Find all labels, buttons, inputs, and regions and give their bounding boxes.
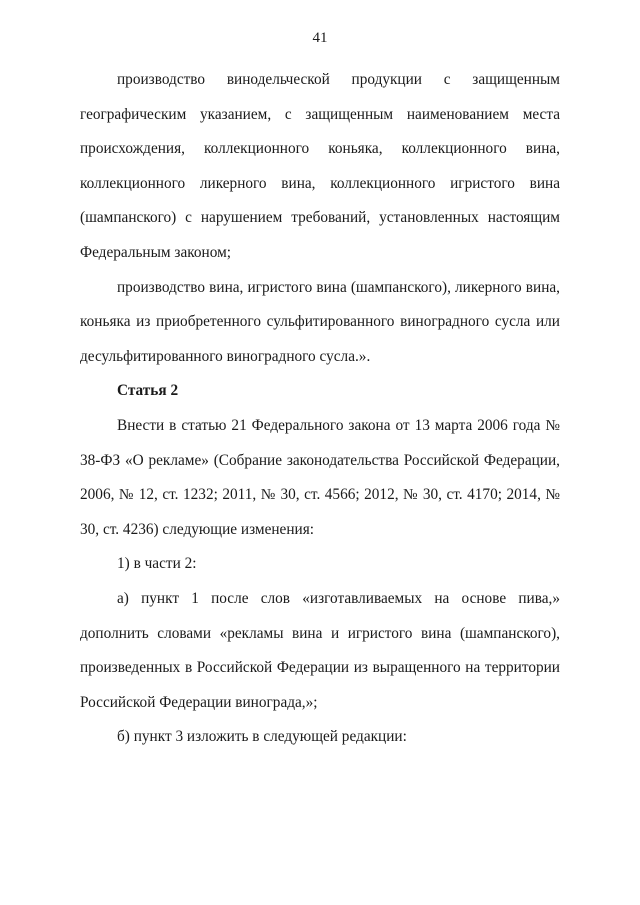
paragraph-production-sulfited: производство вина, игристого вина (шампанского), ликерного вина, коньяка из приобретенного сульфитированного виноградного сусла или десульфитированного виноградного сусла.». <box>80 278 560 365</box>
paragraph-item-a: а) пункт 1 после слов «изготавливаемых на основе пива,» дополнить словами «рекламы вина и игристого вина (шампанского), произведенных в Российской Федерации из выращенного на территории Российской Федерации винограда,»; <box>80 589 560 711</box>
paragraph-item-b: б) пункт 3 изложить в следующей редакции: <box>117 728 407 746</box>
document-body <box>80 63 560 755</box>
page-number: 41 <box>312 30 328 46</box>
paragraph-part-2: 1) в части 2: <box>117 555 197 573</box>
paragraph-amend-law: Внести в статью 21 Федерального закона от 13 марта 2006 года № 38-ФЗ «О рекламе» (Собрание законодательства Российской Федерации, 2006, № 12, ст. 1232; 2011, № 30, ст. 4566; 2012, № 30, ст. 4170; 2014, № 30, ст. 4236) следующие изменения: <box>80 416 560 538</box>
article-heading: Статья 2 <box>117 382 179 400</box>
paragraph-production-protected: производство винодельческой продукции с защищенным географическим указанием, с защищенным наименованием места происхождения, коллекционного коньяка, коллекционного вина, коллекционного ликерного вина, коллекционного игристого вина (шампанского) с нарушением требований, установленных настоящим Федеральным законом; <box>80 71 560 261</box>
